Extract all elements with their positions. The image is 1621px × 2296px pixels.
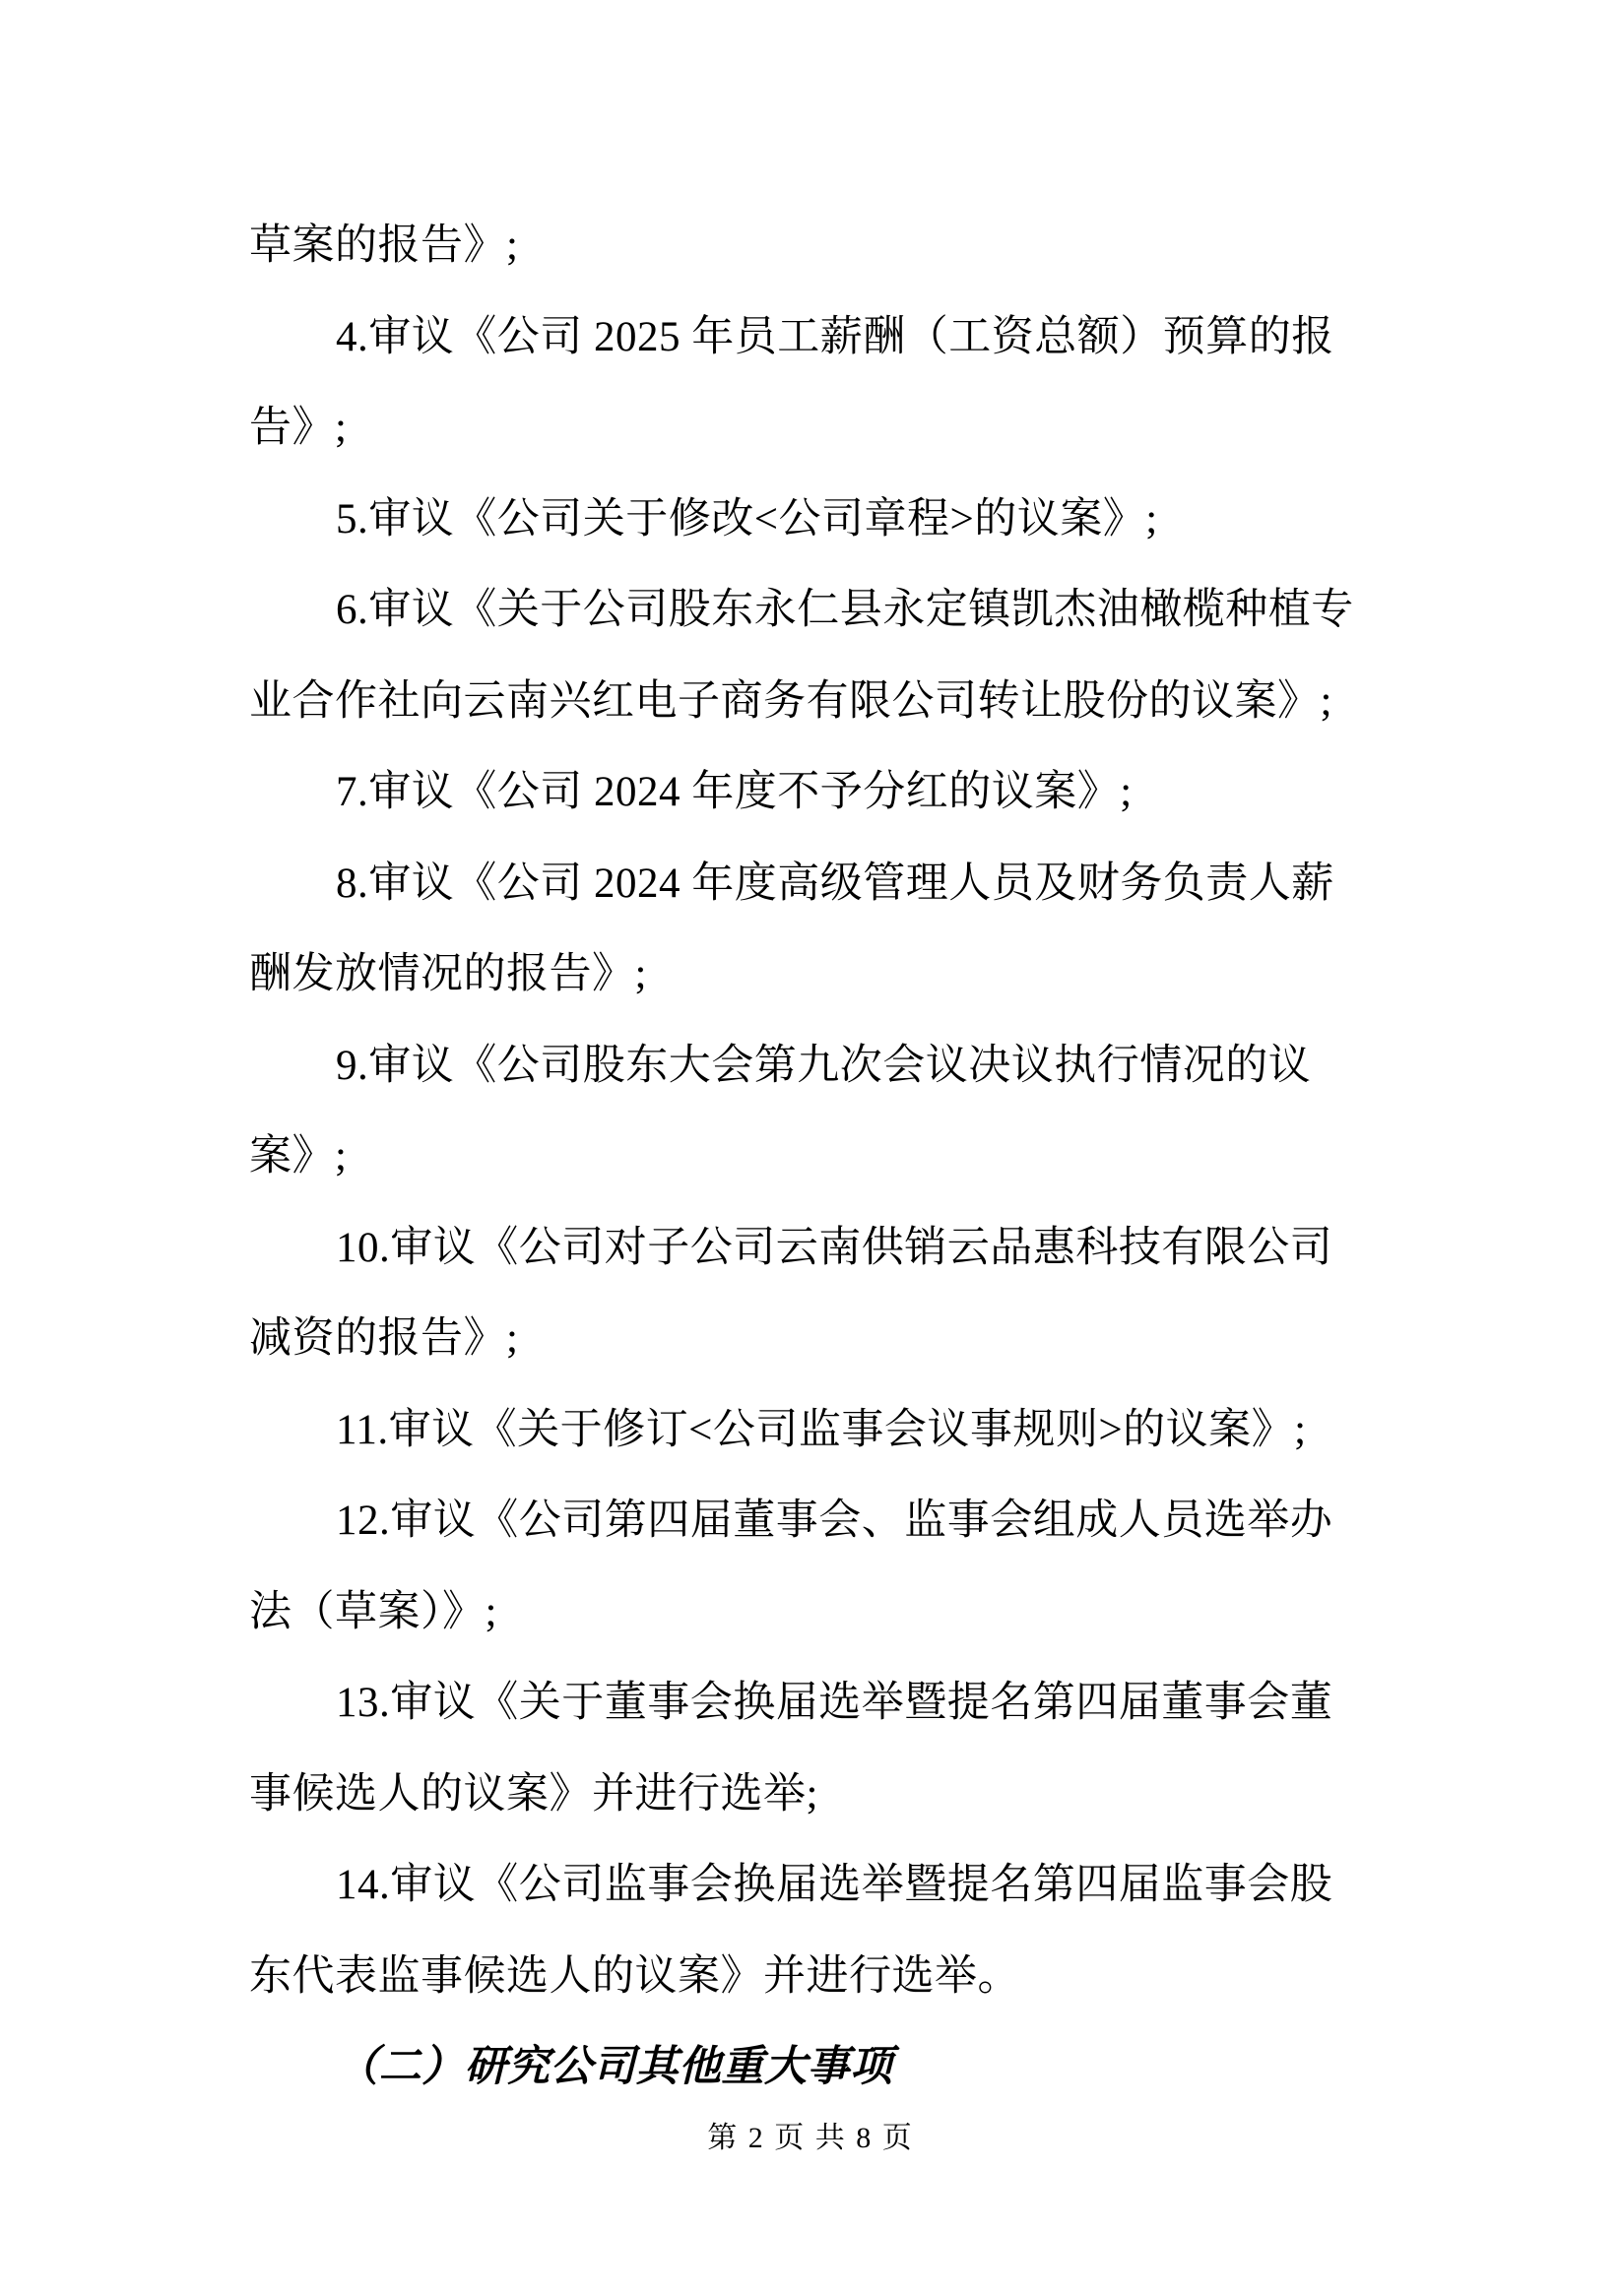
document-line: 事候选人的议案》并进行选举;	[249, 1770, 818, 1818]
document-line: 案》;	[249, 1133, 348, 1180]
document-line: 9.审议《公司股东大会第九次会议决议执行情况的议	[336, 1042, 1312, 1089]
document-body	[249, 201, 1377, 2114]
document-line: 6.审议《关于公司股东永仁县永定镇凯杰油橄榄种植专	[336, 587, 1354, 633]
document-line: 减资的报告》;	[249, 1315, 519, 1362]
document-line: 业合作社向云南兴红电子商务有限公司转让股份的议案》;	[249, 677, 1332, 725]
document-line: 东代表监事候选人的议案》并进行选举。	[249, 1952, 1020, 2000]
document-line: 12.审议《公司第四届董事会、监事会组成人员选举办	[336, 1498, 1333, 1544]
section-heading: （二）研究公司其他重大事项	[336, 2044, 893, 2090]
document-line: 11.审议《关于修订<公司监事会议事规则>的议案》;	[336, 1406, 1307, 1453]
document-line: 7.审议《公司 2024 年度不予分红的议案》;	[336, 769, 1133, 815]
document-line: 13.审议《关于董事会换届选举暨提名第四届董事会董	[336, 1680, 1333, 1726]
document-line: 5.审议《公司关于修改<公司章程>的议案》;	[336, 495, 1158, 542]
document-line: 草案的报告》;	[249, 223, 519, 269]
document-line: 法（草案）》;	[249, 1588, 497, 1635]
document-line: 酬发放情况的报告》;	[249, 951, 647, 997]
document-line: 8.审议《公司 2024 年度高级管理人员及财务负责人薪	[336, 860, 1334, 907]
document-line: 4.审议《公司 2025 年员工薪酬（工资总额）预算的报	[336, 313, 1334, 360]
document-line: 14.审议《公司监事会换届选举暨提名第四届监事会股	[336, 1862, 1333, 1908]
page-number: 第 2 页 共 8 页	[707, 2122, 914, 2154]
document-line: 10.审议《公司对子公司云南供销云品惠科技有限公司	[336, 1224, 1333, 1271]
document-line: 告》;	[249, 405, 348, 451]
